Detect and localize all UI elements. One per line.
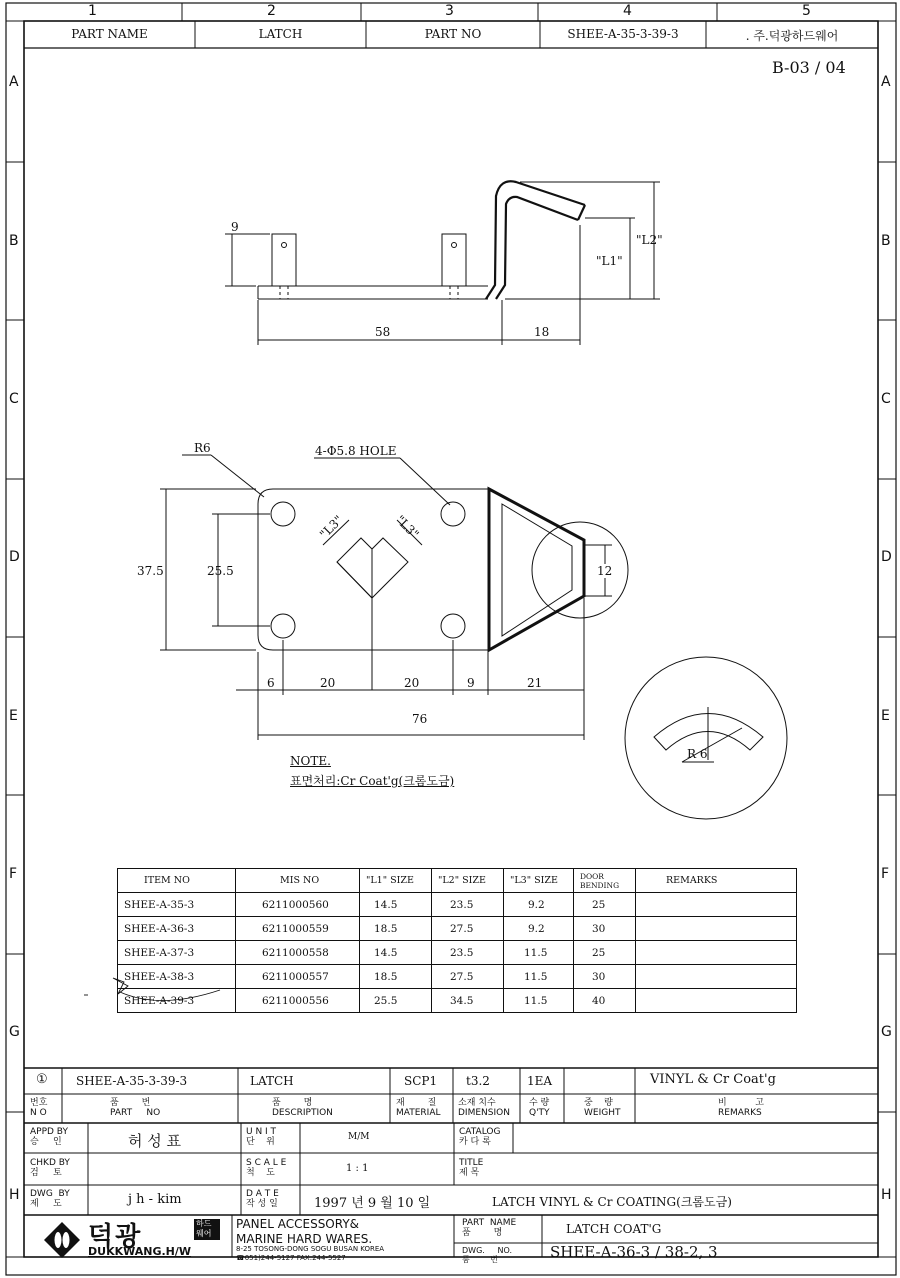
bom-label-part-no: 품 번 PART NO <box>110 1098 161 1118</box>
column-label: 2 <box>267 3 276 19</box>
part-no-value: SHEE-A-35-3-39-3 <box>567 27 679 41</box>
table-cell: 30 <box>574 965 636 989</box>
bom-material: SCP1 <box>404 1074 438 1088</box>
table-cell: 25.5 <box>360 989 432 1013</box>
company-line-2: MARINE HARD WARES. <box>236 1232 373 1246</box>
table-cell: 6211000559 <box>236 917 360 941</box>
table-header: "L3" SIZE <box>504 869 574 893</box>
table-header: "L2" SIZE <box>432 869 504 893</box>
table-cell: 14.5 <box>360 893 432 917</box>
part-name-label: PART NAME <box>71 27 148 41</box>
table-cell: 34.5 <box>432 989 504 1013</box>
table-cell: 27.5 <box>432 965 504 989</box>
table-cell: 25 <box>574 893 636 917</box>
sheet-number: B-03 / 04 <box>772 58 846 77</box>
company-line-1: PANEL ACCESSORY& <box>236 1217 360 1231</box>
table-cell: SHEE-A-36-3 <box>118 917 236 941</box>
table-cell: 6211000557 <box>236 965 360 989</box>
table-cell: 6211000556 <box>236 989 360 1013</box>
table-header: "L1" SIZE <box>360 869 432 893</box>
logo-korean: 덕광 <box>88 1222 143 1252</box>
table-cell: 14.5 <box>360 941 432 965</box>
table-cell: SHEE-A-38-3 <box>118 965 236 989</box>
table-cell: 18.5 <box>360 965 432 989</box>
dim-18: 18 <box>534 325 550 339</box>
logo-sub: 하드 웨어 <box>196 1219 212 1238</box>
table-cell: 23.5 <box>432 893 504 917</box>
part-name-tb-label: PART NAME 품 명 <box>462 1218 517 1238</box>
column-label: 3 <box>445 3 454 19</box>
dim-L2: "L2" <box>636 233 663 247</box>
bom-label-no: 번호 N O <box>30 1098 48 1118</box>
company-phone: ☎051)244-5127 FAX:244-5527 <box>236 1254 346 1262</box>
row-label: F <box>9 866 18 882</box>
row-label: D <box>9 549 20 565</box>
bom-label-weight: 중 량 WEIGHT <box>584 1098 621 1118</box>
dim-6: 6 <box>267 676 275 690</box>
dwg-value: j h - kim <box>128 1192 182 1207</box>
table-cell: 11.5 <box>504 989 574 1013</box>
date-label: D A T E 작 성 일 <box>246 1189 279 1209</box>
table-cell: 40 <box>574 989 636 1013</box>
bom-description: LATCH <box>250 1074 294 1088</box>
logo-english: DUKKWANG.H/W <box>88 1245 192 1258</box>
table-cell: 23.5 <box>432 941 504 965</box>
table-header: REMARKS <box>636 869 797 893</box>
part-no-label: PART NO <box>424 27 482 41</box>
company-address: 8-25 TOSONG-DONG SOGU BUSAN KOREA <box>236 1245 385 1253</box>
row-label: G <box>9 1024 20 1040</box>
dim-20-b: 20 <box>404 676 420 690</box>
row-label: A <box>881 74 891 90</box>
bom-label-qty: 수 량 Q'TY <box>529 1098 550 1118</box>
row-label: G <box>881 1024 892 1040</box>
row-label: H <box>881 1187 892 1203</box>
dwg-no-label: DWG. NO. 품 번 <box>462 1246 513 1264</box>
row-label: E <box>9 708 18 724</box>
row-label: A <box>9 74 19 90</box>
date-value: 1997 년 9 월 10 일 <box>314 1196 431 1211</box>
part-name-tb-value: LATCH COAT'G <box>566 1222 662 1236</box>
table-cell: 18.5 <box>360 917 432 941</box>
note-text: 표면처리:Cr Coat'g(크롬도금) <box>290 774 455 788</box>
table-cell: 6211000558 <box>236 941 360 965</box>
title-value: LATCH VINYL & Cr COATING(크롬도금) <box>492 1195 732 1209</box>
bom-no: ① <box>36 1072 48 1087</box>
appd-label: APPD BY 승 인 <box>30 1127 68 1147</box>
row-label: D <box>881 549 892 565</box>
table-cell: 27.5 <box>432 917 504 941</box>
company-name: . 주.덕광하드웨어 <box>745 29 839 43</box>
scale-label: S C A L E 척 도 <box>246 1158 287 1178</box>
table-cell: 30 <box>574 917 636 941</box>
dwg-no-value: SHEE-A-36-3 / 38-2, 3 <box>550 1243 718 1261</box>
dim-21: 21 <box>527 676 543 690</box>
table-header: MIS NO <box>236 869 360 893</box>
table-cell: SHEE-A-35-3 <box>118 893 236 917</box>
dim-12: 12 <box>597 564 613 578</box>
dim-25-5: 25.5 <box>207 564 234 578</box>
radius-label: R6 <box>194 441 211 455</box>
unit-value: M/M <box>348 1132 370 1142</box>
chkd-label: CHKD BY 검 토 <box>30 1158 70 1178</box>
dim-20-a: 20 <box>320 676 336 690</box>
row-label: H <box>9 1187 20 1203</box>
row-label: E <box>881 708 890 724</box>
row-label: C <box>9 391 19 407</box>
dwg-label: DWG BY 제 도 <box>30 1189 70 1209</box>
bom-label-material: 재 질 MATERIAL <box>396 1098 441 1118</box>
part-name-value: LATCH <box>258 27 303 41</box>
table-header: DOOR BENDING <box>574 869 636 893</box>
bom-qty: 1EA <box>527 1074 553 1088</box>
dim-76: 76 <box>412 712 428 726</box>
row-label: B <box>881 233 891 249</box>
bom-part-no: SHEE-A-35-3-39-3 <box>76 1074 188 1088</box>
detail-radius-label: R 6 <box>687 747 708 761</box>
title-label: TITLE 제 목 <box>459 1158 484 1178</box>
table-cell: 11.5 <box>504 965 574 989</box>
table-header: ITEM NO <box>118 869 236 893</box>
table-cell: 6211000560 <box>236 893 360 917</box>
column-label: 1 <box>88 3 97 19</box>
bom-remarks: VINYL & Cr Coat'g <box>650 1072 776 1087</box>
appd-value: 허 성 표 <box>128 1132 182 1150</box>
row-label: B <box>9 233 19 249</box>
table-cell: SHEE-A-39-3 <box>118 989 236 1013</box>
row-label: C <box>881 391 891 407</box>
row-label: F <box>881 866 890 882</box>
column-label: 4 <box>623 3 632 19</box>
table-cell: 9.2 <box>504 893 574 917</box>
column-label: 5 <box>802 3 811 19</box>
dim-9-side: 9 <box>231 220 239 234</box>
unit-label: U N I T 단 위 <box>246 1127 277 1147</box>
table-cell: 11.5 <box>504 941 574 965</box>
note-title: NOTE. <box>290 754 331 768</box>
table-cell: 9.2 <box>504 917 574 941</box>
bom-dimension: t3.2 <box>466 1074 490 1088</box>
dim-58: 58 <box>375 325 391 339</box>
dim-L1: "L1" <box>596 254 623 268</box>
dim-L3-b: "L3" <box>392 512 422 542</box>
dim-9-plan: 9 <box>467 676 475 690</box>
dim-L3-a: "L3" <box>316 512 346 542</box>
catalog-label: CATALOG 카 다 록 <box>459 1127 501 1147</box>
bom-label-remarks: 비 고 REMARKS <box>718 1098 764 1118</box>
table-cell: 25 <box>574 941 636 965</box>
table-cell: SHEE-A-37-3 <box>118 941 236 965</box>
dim-37-5: 37.5 <box>137 564 164 578</box>
hole-label: 4-Φ5.8 HOLE <box>315 444 397 458</box>
bom-label-dimension: 소재 치수 DIMENSION <box>458 1098 510 1118</box>
bom-label-description: 품 명 DESCRIPTION <box>272 1098 333 1118</box>
scale-value: 1 : 1 <box>346 1163 369 1174</box>
